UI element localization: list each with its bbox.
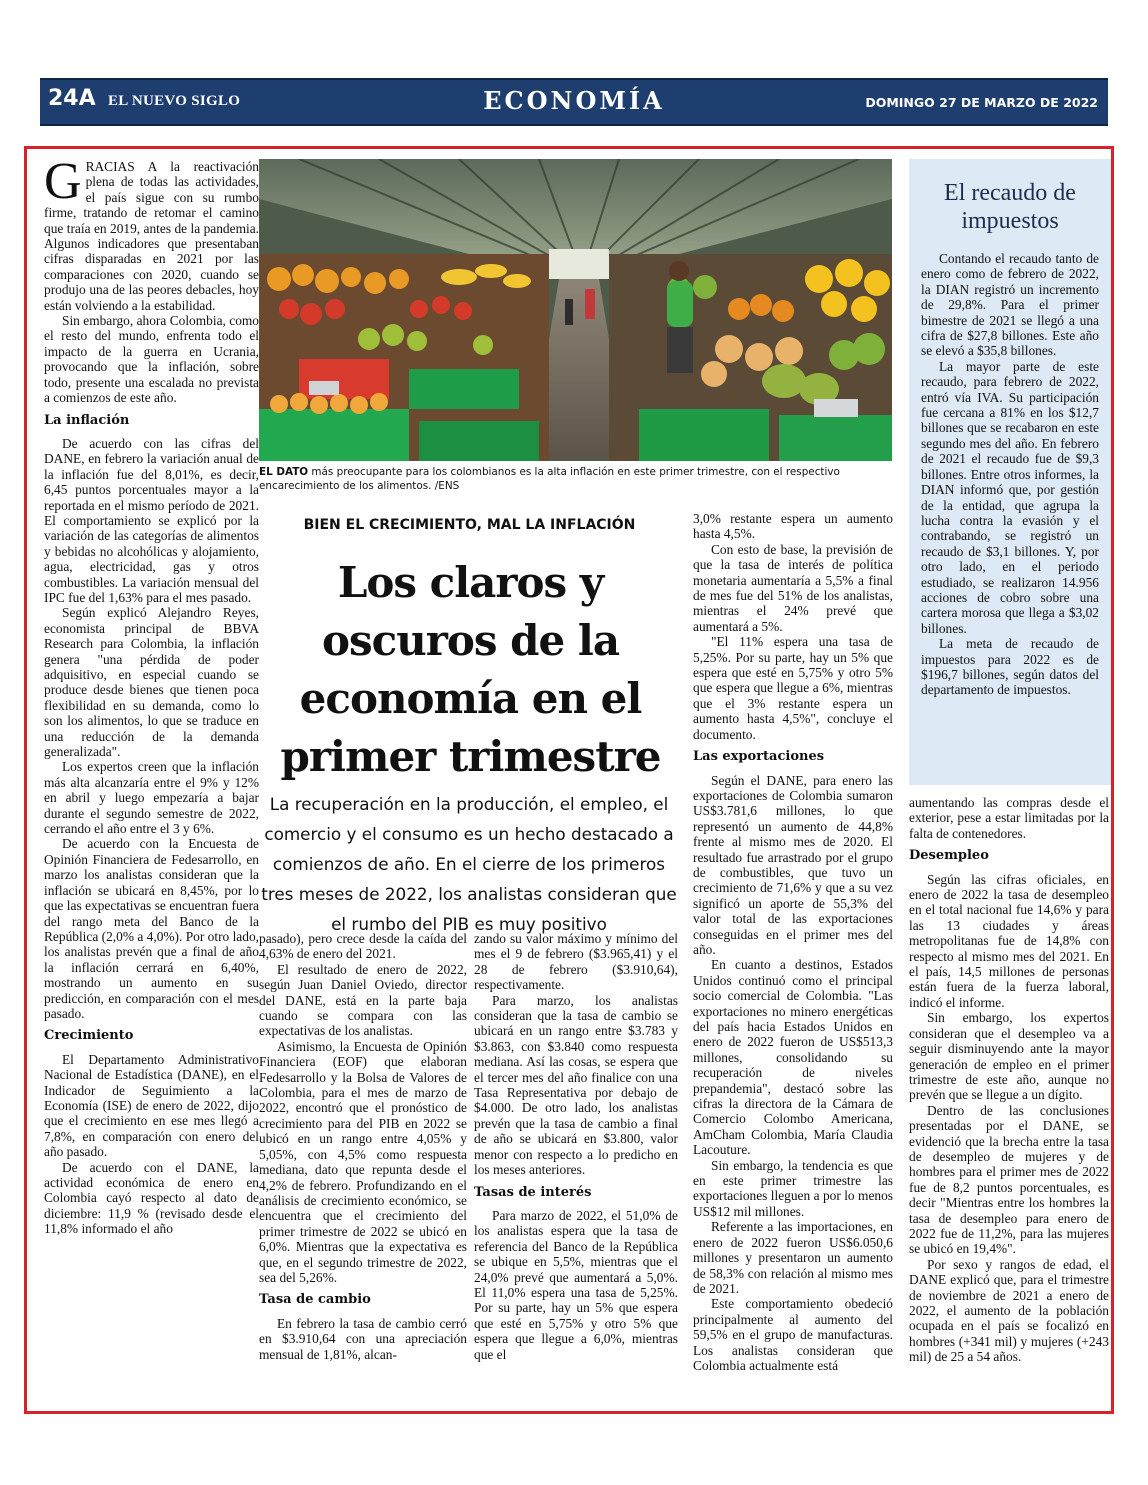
- article-column-1: [44, 153, 259, 1237]
- article-paragraph: De acuerdo con la Encuesta de Opinión Financiera de Fedesarrollo, en marzo los analistas consideran que la inflación se ubicará en 8,45%, por lo que las expectativas se encuentran fuera del rango meta del Banco de la República (2,0% a 4,0%). Por otro lado, los analistas prevén que a final de año la inflación cerrará en 6,40%, mostrando un aumento en su predicción, en comparación con el mes pasado.: [44, 836, 259, 1021]
- subheading-desempleo: Desempleo: [909, 848, 989, 864]
- subheading-exportaciones: Las exportaciones: [693, 749, 825, 765]
- sidebar-box: [909, 159, 1111, 785]
- article-paragraph: Por sexo y rangos de edad, el DANE explicó que, para el trimestre de noviembre de 2021 a enero de 2022, el aumento de la población ocupada en el país se focalizó en hombres (+341 mil) y mujeres (+243 mil) de 25 a 54 años.: [909, 1256, 1109, 1365]
- sidebar-body: [921, 251, 1099, 698]
- sidebar-paragraph: Contando el recaudo tanto de enero como de febrero de 2022, la DIAN registró un incremento de 29,8%. Para el primer bimestre de 2021 se llegó a una cifra de $27,8 billones. Este año se elevó a $35,8 billones.: [921, 251, 1099, 359]
- article-paragraph: 3,0% restante espera un aumento hasta 4,5%.: [693, 511, 893, 542]
- edition-date: DOMINGO 27 DE MARZO DE 2022: [865, 95, 1098, 110]
- photo-caption: [259, 465, 869, 493]
- article-column-5: [909, 795, 1109, 1365]
- subheading-tasa-de-cambio: Tasa de cambio: [259, 1292, 371, 1308]
- article-paragraph: Asimismo, la Encuesta de Opinión Financiera (EOF) que elaboran Fedesarrollo y la Bolsa de Valores de Colombia, para el mes de marzo de 2022, encontró que el pronóstico de crecimiento para del PIB en 2022 se ubicó en un rango entre 4,05% y 5,05%, con 4,5% como respuesta mediana, dato que repunta desde el 4,2% de febrero. Profundizando en el análisis de crecimiento económico, se encuentra que el crecimiento del primer trimestre de 2022 se ubicó en 6,0%. Mientras que la expectativa es que, en el segundo trimestre de 2022, sea del 5,26%.: [259, 1038, 467, 1285]
- sidebar-paragraph: La meta de recaudo de impuestos para 2022 es de $196,7 billones, según datos del departamento de impuestos.: [921, 636, 1099, 698]
- section-title: ECONOMÍA: [483, 86, 665, 115]
- article-paragraph: Referente a las importaciones, en enero de 2022 fueron US$6.050,6 millones y presentaron un aumento de 58,3% con relación al mismo mes de 2021.: [693, 1219, 893, 1296]
- page-header: [40, 78, 1108, 126]
- article-paragraph: Según explicó Alejandro Reyes, economista principal de BBVA Research para Colombia, la inflación genera "una pérdida de poder adquisitivo, en especial cuando se produce desde bienes que tienen poca flexibilidad en su demanda, como lo son los alimentos, lo que se traduce en una reducción de la demanda generalizada".: [44, 605, 259, 760]
- market-photo: [259, 159, 892, 461]
- article-paragraph: Dentro de las conclusiones presentadas por el DANE, se evidenció que la brecha entre la tasa de desempleo de mujeres y de hombres para el primer mes de 2022 fue de 8,2 puntos porcentuales, es decir "Mientras entre los hombres la tasa de desempleo para enero de 2022 fue de 11,2%, para las mujeres se ubicó en 19,4%".: [909, 1102, 1109, 1257]
- article-paragraph: Este comportamiento obedeció principalmente al aumento del 59,5% en el grupo de manufacturas. Los analistas consideran que Colombia actualmente está: [693, 1296, 893, 1373]
- article-paragraph: Con esto de base, la previsión de que la tasa de interés de política monetaria aumentaría a 5,5% a final de mes fue del 51% de los analistas, mientras el 24% prevé que aumentará a 5%.: [693, 541, 893, 634]
- article-paragraph: aumentando las compras desde el exterior, pese a estar limitadas por la falta de contenedores.: [909, 795, 1109, 841]
- article-paragraph: Para marzo, los analistas consideran que la tasa de cambio se ubicará en un rango entre $3.783 y $3.863, con $3.840 como respuesta mediana. Así las cosas, se espera que el tercer mes del año finalice con una Tasa Representativa por debajo de $4.000. De otro lado, los analistas prevén que la tasa de cambio a final de año se ubicará en $3.800, valor menor con respecto a lo predicho en los meses anteriores.: [474, 992, 678, 1178]
- article-paragraph: El resultado de enero de 2022, según Juan Daniel Oviedo, director del DANE, está en la parte baja cuando se compara con las expectativas de los analistas.: [259, 961, 467, 1039]
- article-paragraph: Sin embargo, la tendencia es que en este primer trimestre las exportaciones lleguen a por lo menos US$12 mil millones.: [693, 1157, 893, 1219]
- article-paragraph: zando su valor máximo y mínimo del mes el 9 de febrero ($3.965,41) y el 28 de febrero ($3.910,64), respectivamente.: [474, 931, 678, 993]
- subheading-tasas-de-interes: Tasas de interés: [474, 1184, 592, 1200]
- article-paragraph: Según el DANE, para enero las exportaciones de Colombia sumaron US$3.781,6 millones, lo que representó un aumento de 44,8% frente al mismo mes de 2020. El resultado fue arrastrado por el grupo de combustibles, que tuvo un crecimiento de 71,6% y que a su vez significó un aporte de 55,3% del valor total de las exportaciones conseguidas en el primer mes del año.: [693, 772, 893, 957]
- subheading-crecimiento: Crecimiento: [44, 1028, 134, 1044]
- article-paragraph: En cuanto a destinos, Estados Unidos continuó como el principal socio comercial de Colombia. "Las exportaciones no minero energéticas del país hacia Estados Unidos en enero de 2022 fueron de US$513,3 millones, consolidando su recuperación de niveles prepandemia", destacó sobre las cifras la directora de la Cámara de Comercio Colombo Americana, AmCham Colombia, María Claudia Lacouture.: [693, 957, 893, 1158]
- article-headline: Los claros y oscuros de la economía en el primer trimestre: [280, 558, 661, 781]
- article-deck: La recuperación en la producción, el empleo, el comercio y el consumo es un hecho destacado a comienzos de año. En el cierre de los primeros tres meses de 2022, los analistas consideran que el rumbo del PIB es muy positivo: [261, 794, 677, 934]
- article-paragraph: De acuerdo con las cifras del DANE, en febrero la variación anual de la inflación fue del 8,01%, es decir, 6,45 puntos porcentuales mayor a la reportada en el mismo período de 2021. El comportamiento se explicó por la variación de las categorías de alimentos y bebidas no alcohólicas y alojamiento, agua, electricidad, gas y otros combustibles. La variación mensual del IPC fue del 1,63% para el mes pasado.: [44, 435, 259, 605]
- article-paragraph: GRACIAS A la reactivación plena de todas las actividades, el país sigue con su rumbo firme, tratando de retomar el camino que traía en 2019, antes de la pandemia. Algunos indicadores que presentaban cifras disparadas en 2021 por las comparaciones con 2020, cuando se produjo una de las peores debacles, hoy están volviendo a la estabilidad.: [44, 153, 259, 313]
- article-column-3: [474, 931, 678, 1362]
- article-paragraph: El Departamento Administrativo Nacional de Estadística (DANE), en el Indicador de Seguimiento a la Economía (ISE) de enero de 2022, dijo que el crecimiento en ese mes llegó a 7,8%, en comparación con enero del año pasado.: [44, 1051, 259, 1160]
- article-kicker: BIEN EL CRECIMIENTO, MAL LA INFLACIÓN: [303, 517, 636, 533]
- page-number: 24A: [48, 86, 96, 111]
- article-paragraph: pasado), pero crece desde la caída del 4,63% de enero del 2021.: [259, 931, 467, 962]
- sidebar-paragraph: La mayor parte de este recaudo, para febrero de 2022, entró vía IVA. Su participación fue cercana a 81% en los $12,7 billones que se recabaron en este segundo mes del año. En febrero de 2021 el recaudo fue de $9,3 billones. Entre otros informes, la DIAN informó que, por gestión de la entidad, que agrupa la lucha contra la evasión y el contrabando, se registró un recaudo de $3,1 billones. Y, por otro lado, en el periodo estudiado, se realizaron 14.956 acciones de cobro sobre una cartera morosa que llega a $3,02 billones.: [921, 358, 1099, 636]
- article-paragraph: Sin embargo, los expertos consideran que el desempleo va a seguir disminuyendo ante la mayor generación de empleo en el primer trimestre de este año, aunque no prevén que se llegue a un dígito.: [909, 1010, 1109, 1103]
- article-paragraph: De acuerdo con el DANE, la actividad económica de enero en Colombia cayó respecto al dato de diciembre: 11,9 % (revisado desde el 11,8% informado el año: [44, 1159, 259, 1237]
- article-box: [24, 146, 1114, 1414]
- article-paragraph: Sin embargo, ahora Colombia, como el resto del mundo, enfrenta todo el impacto de la guerra en Ucrania, provocando que la inflación, sobre todo, presente una escalada no prevista a comienzos de este año.: [44, 313, 259, 406]
- article-paragraph: Los expertos creen que la inflación más alta alcanzaría entre el 9% y 12% en abril y luego empezaría a bajar durante el segundo semestre de 2022, cerrando el año entre el 3 y 6%.: [44, 759, 259, 837]
- sidebar-title: El recaudo de impuestos: [944, 180, 1076, 234]
- article-paragraph: Para marzo de 2022, el 51,0% de los analistas espera que la tasa de referencia del Banco de la República se ubique en 5,5%, mientras que el 24,0% prevé que aumentará a 5,0%. El 11,0% espera una tasa de 5,25%. Por su parte, hay un 5% que espera que esté en 5,75% y otro 5% que espera que llegue a 6,0%, mientras que el: [474, 1207, 678, 1362]
- article-column-2: [259, 931, 467, 1362]
- caption-text: más preocupante para los colombianos es la alta inflación en este primer trimestre, con el respectivo encarecimiento de los alimentos. /ENS: [259, 466, 840, 492]
- article-paragraph: "El 11% espera una tasa de 5,25%. Por su parte, hay un 5% que espera que esté en 5,75% y otro 5% que espera que llegue a 6%, mientras que el 3% restante espera un aumento hasta 4,5%", concluye el documento.: [693, 634, 893, 742]
- drop-cap: G: [44, 153, 82, 210]
- newspaper-name: EL NUEVO SIGLO: [108, 93, 241, 109]
- subheading-inflacion: La inflación: [44, 412, 130, 428]
- article-paragraph: En febrero la tasa de cambio cerró en $3.910,64 con una apreciación mensual de 1,81%, alcan-: [259, 1315, 467, 1362]
- caption-lead: EL DATO: [259, 466, 309, 478]
- article-paragraph: Según las cifras oficiales, en enero de 2022 la tasa de desempleo en el total nacional fue 14,6% y para las 13 ciudades y áreas metropolitanas fue de 14,8% con respecto al mismo mes del 2021. En el país, 14,5 millones de personas están fuera de la fuerza laboral, indicó el informe.: [909, 871, 1109, 1010]
- article-column-4: [693, 511, 893, 1373]
